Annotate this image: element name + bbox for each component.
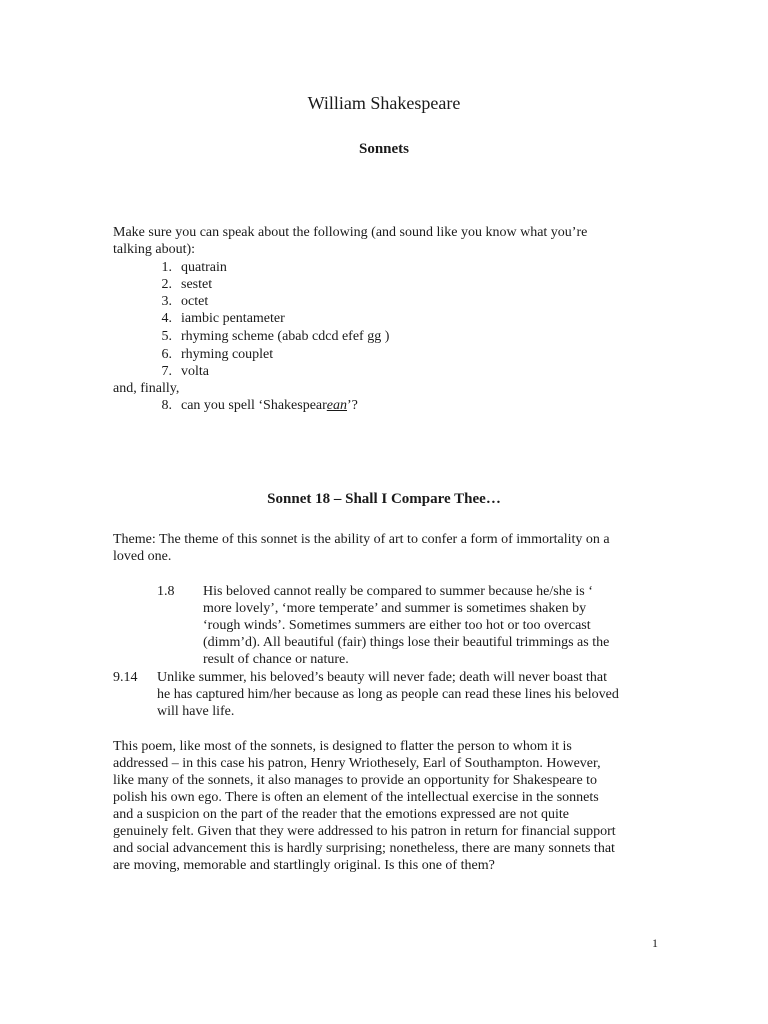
list-number: 6. [161,347,172,362]
list-text: volta [181,364,209,379]
spell-question-end: ’? [347,398,358,413]
list-text: quatrain [181,260,227,275]
line-reference: 9.14 [113,670,138,685]
list-text: iambic pentameter [181,311,285,326]
list-number: 7. [161,364,172,379]
list-text: octet [181,294,209,309]
spell-emphasis: ean [326,398,348,413]
and-finally-text: and, finally, [113,381,180,396]
list-text: sestet [181,277,213,292]
paragraph-line: addressed – in this case his patron, Henry Wriothesely, Earl of Southampton. However, [113,756,601,771]
list-number: 5. [161,329,172,344]
intro-line-1: Make sure you can speak about the following (and sound like you know what you’re [113,225,588,240]
paragraph-line: This poem, like most of the sonnets, is designed to flatter the person to whom it is [113,739,572,754]
theme-line-1: Theme: The theme of this sonnet is the ability of art to confer a form of immortality on a [113,532,610,547]
document-title: Sonnets [358,141,410,157]
paragraph-line: and a suspicion on the part of the reader that the emotions expressed are not quite [113,807,570,822]
page-number: 1 [652,936,658,950]
note-line: Unlike summer, his beloved’s beauty will never fade; death will never boast that [157,670,608,685]
spell-question-start: can you spell ‘Shakespear [181,398,327,413]
sonnet-heading: Sonnet 18 – Shall I Compare Thee… [267,491,501,507]
paragraph-line: genuinely felt. Given that they were addressed to his patron in return for financial support [113,824,616,839]
paragraph-line: polish his own ego. There is often an element of the intellectual exercise in the sonnets [113,790,599,805]
note-line: (dimm’d). All beautiful (fair) things lose their beautiful trimmings as the [203,635,610,650]
list-number: 3. [161,294,172,309]
note-line: result of chance or nature. [203,652,349,667]
note-line: will have life. [157,704,235,719]
note-line: he has captured him/her because as long as people can read these lines his beloved [157,687,619,702]
list-number: 8. [161,398,172,413]
note-line: more lovely’, ‘more temperate’ and summer is sometimes shaken by [203,601,587,616]
line-reference: 1.8 [157,584,175,599]
list-text [181,397,358,414]
theme-line-2: loved one. [113,549,172,564]
list-number: 4. [161,311,172,326]
note-line: His beloved cannot really be compared to summer because he/she is ‘ [203,584,593,599]
note-line: ‘rough winds’. Sometimes summers are either too hot or too overcast [203,618,591,633]
list-text: rhyming scheme (abab cdcd efef gg ) [181,329,390,344]
author-title: William Shakespeare [307,93,461,113]
intro-line-2: talking about): [113,242,196,257]
list-number: 1. [161,260,172,275]
list-text: rhyming couplet [181,347,274,362]
paragraph-line: like many of the sonnets, it also manages to provide an opportunity for Shakespeare to [113,773,598,788]
list-number: 2. [161,277,172,292]
paragraph-line: and social advancement this is hardly surprising; nonetheless, there are many sonnets that [113,841,615,856]
paragraph-line: are moving, memorable and startlingly original. Is this one of them? [113,858,495,873]
